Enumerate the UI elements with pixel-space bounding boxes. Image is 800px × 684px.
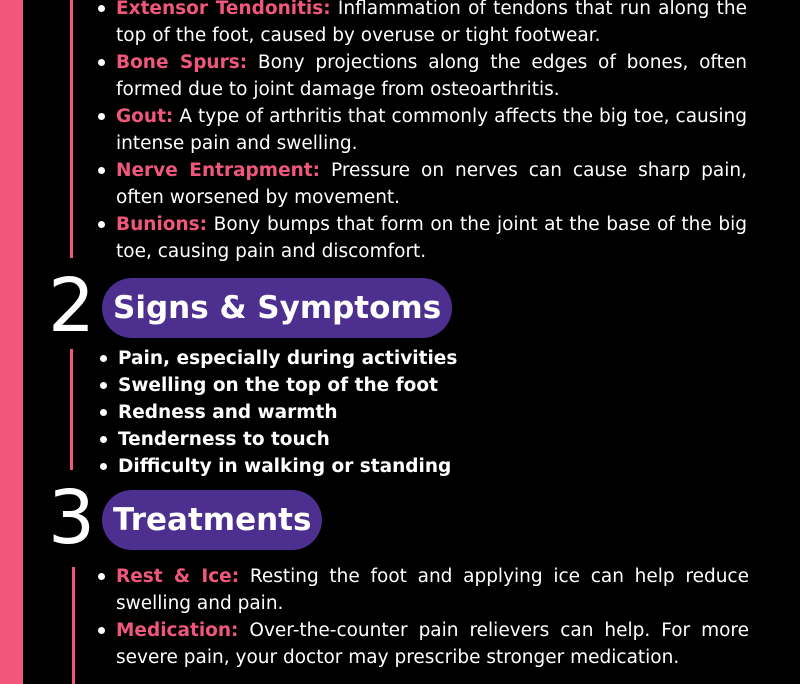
list-item: [94, 617, 749, 671]
item-text: Bony projections along the edges of bones, often formed due to joint damage from osteoarthritis.: [116, 52, 747, 100]
symptoms-list: [96, 345, 656, 480]
list-item: [94, 103, 747, 157]
item-text: Inflammation of tendons that run along the top of the foot, caused by overuse or tight footwear.: [116, 0, 747, 46]
list-item: [94, 211, 747, 265]
list-item: [94, 49, 747, 103]
item-text: Resting the foot and applying ice can help reduce swelling and pain.: [116, 566, 749, 614]
item-term: Extensor Tendonitis:: [116, 0, 331, 19]
list-item: [94, 0, 747, 49]
causes-divider-line: [70, 0, 73, 258]
item-term: Nerve Entrapment:: [116, 160, 321, 181]
item-term: Bunions:: [116, 214, 208, 235]
item-text: Pressure on nerves can cause sharp pain, often worsened by movement.: [116, 160, 747, 208]
item-text: Over-the-counter pain relievers can help. For more severe pain, your doctor may prescribe stronger medication.: [116, 620, 749, 668]
item-text: Bony bumps that form on the joint at the base of the big toe, causing pain and discomfort.: [116, 214, 747, 262]
item-term: Rest & Ice:: [116, 566, 240, 587]
item-term: Gout:: [116, 106, 174, 127]
left-accent-stripe: [0, 0, 23, 684]
treatments-list: [94, 563, 749, 671]
list-item: [94, 157, 747, 211]
item-term: Medication:: [116, 620, 239, 641]
section-number: 2: [48, 263, 96, 349]
list-item: Tenderness to touch: [96, 426, 656, 453]
treatments-divider-line: [72, 567, 75, 684]
section-title: Treatments: [102, 490, 322, 550]
causes-list: [94, 0, 747, 265]
symptoms-divider-line: [70, 349, 73, 470]
section-title: Signs & Symptoms: [102, 278, 452, 338]
list-item: Difficulty in walking or standing: [96, 453, 656, 480]
list-item: Pain, especially during activities: [96, 345, 656, 372]
list-item: Swelling on the top of the foot: [96, 372, 656, 399]
section-number: 3: [48, 475, 96, 561]
item-term: Bone Spurs:: [116, 52, 248, 73]
list-item: Redness and warmth: [96, 399, 656, 426]
item-text: A type of arthritis that commonly affects the big toe, causing intense pain and swelling.: [116, 106, 747, 154]
list-item: [94, 563, 749, 617]
